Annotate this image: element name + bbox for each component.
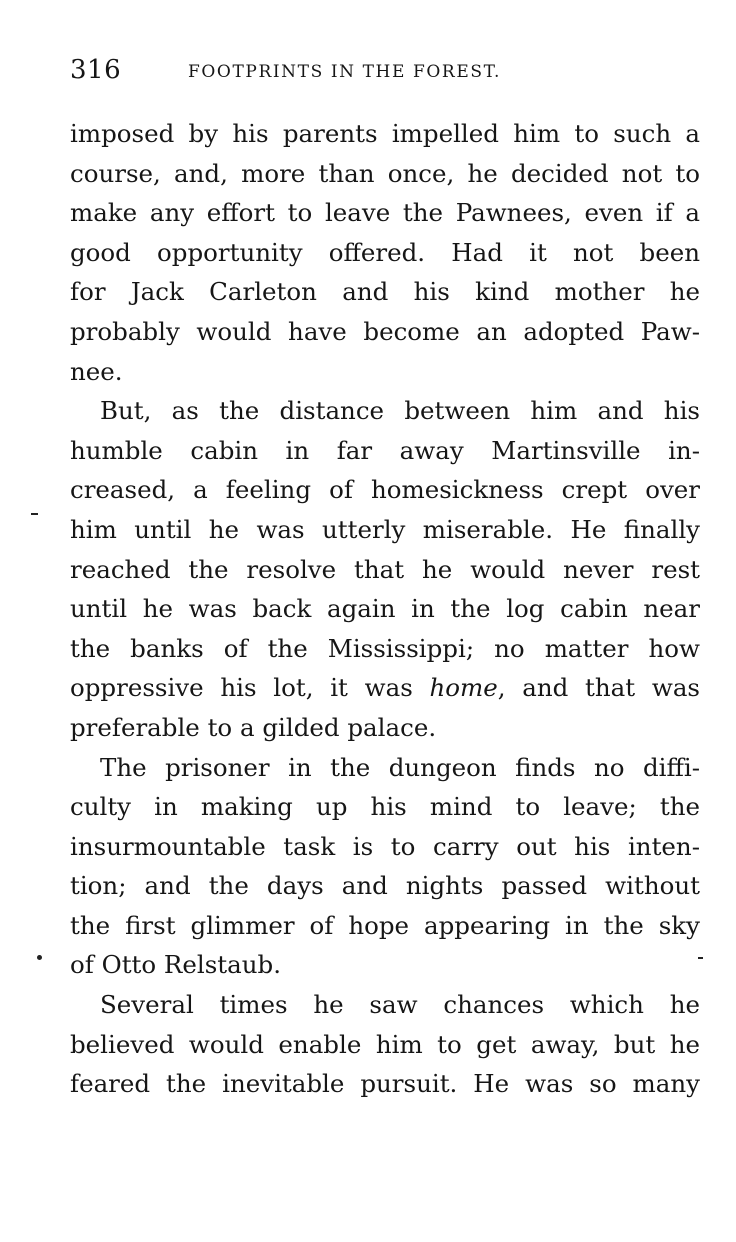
text-line: make any effort to leave the Pawnees, even if a [70, 198, 700, 228]
text-line: course, and, more than once, he decided not to [70, 158, 700, 188]
text-line: the first glimmer of hope appearing in the sky [70, 910, 700, 940]
text-line: creased, a feeling of homesickness crept over [70, 475, 700, 505]
text-line: reached the resolve that he would never rest [70, 554, 700, 584]
body-text [70, 114, 700, 1104]
text-line: The prisoner in the dungeon finds no diffi- [100, 752, 700, 782]
text-line: good opportunity offered. Had it not been [70, 237, 700, 267]
italic-word: home [429, 673, 498, 703]
page-number: 316 [70, 55, 122, 85]
text-line: the banks of the Mississippi; no matter how [70, 633, 700, 663]
text-line: imposed by his parents impelled him to such a [70, 119, 700, 148]
text-line: probably would have become an adopted Paw- [70, 316, 700, 346]
text-run: oppressive his lot, it was [70, 673, 430, 703]
margin-dot-mark [37, 955, 42, 960]
text-line: But, as the distance between him and his [100, 396, 700, 426]
text-line: tion; and the days and nights passed without [70, 871, 700, 901]
text-line: believed would enable him to get away, but he [70, 1029, 700, 1059]
text-run: , and that was [497, 673, 701, 703]
running-head [70, 52, 700, 88]
text-line: until he was back again in the log cabin near [70, 594, 700, 624]
text-line: Several times he saw chances which he [100, 990, 700, 1020]
text-line: of Otto Relstaub. [70, 950, 281, 980]
text-line: preferable to a gilded palace. [70, 712, 437, 742]
text-line: insurmountable task is to carry out his inten- [70, 831, 700, 861]
margin-dash-mark [698, 957, 703, 959]
running-title: FOOTPRINTS IN THE FOREST. [188, 62, 502, 82]
margin-dash-mark [31, 513, 38, 515]
text-line: feared the inevitable pursuit. He was so many [70, 1069, 700, 1099]
text-line: him until he was utterly miserable. He finally [70, 514, 700, 544]
text-line: nee. [70, 356, 123, 386]
text-line: humble cabin in far away Martinsville in- [70, 435, 700, 465]
text-line: for Jack Carleton and his kind mother he [70, 277, 700, 307]
text-line: culty in making up his mind to leave; the [70, 792, 700, 822]
text-line [70, 668, 700, 708]
